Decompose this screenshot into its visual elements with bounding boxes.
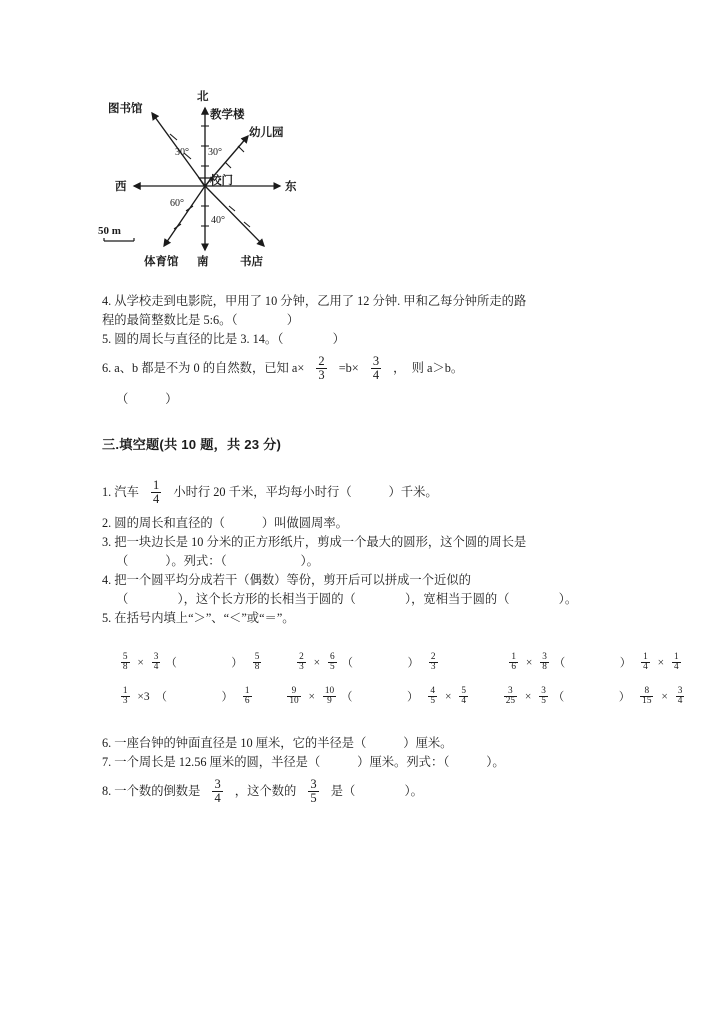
question-judge-4-line1: 4. 从学校走到电影院，甲用了 10 分钟，乙用了 12 分钟. 甲和乙每分钟所走的路: [102, 294, 527, 308]
comparison-item-1-2[interactable]: [295, 651, 439, 674]
frac-1-4: $\frac{1}{4}$: [643, 651, 648, 673]
question-judge-4: [102, 292, 627, 330]
fraction-3-over-5-q8: $\frac{3}{5}$: [310, 776, 317, 805]
fill-question-1: [102, 477, 627, 507]
frac-3-4: $\frac{3}{4}$: [153, 651, 159, 673]
fraction-3-over-4: $\frac{3}{4}$: [372, 354, 380, 382]
frac-1-6-b: $\frac{1}{6}$: [244, 685, 250, 707]
fill-question-8: [102, 776, 627, 806]
frac-3-5: $\frac{3}{5}$: [541, 685, 546, 707]
comparison-blank-2-3[interactable]: （ ）: [552, 691, 636, 704]
comparison-item-1-3[interactable]: [507, 651, 682, 674]
comparison-row-2: [102, 685, 683, 708]
question-judge-6: [102, 356, 627, 383]
scale-bar: [104, 238, 134, 241]
question-judge-6-text2: =b×: [338, 361, 359, 376]
frac-3-4-c: $\frac{3}{4}$: [677, 685, 683, 707]
frac-6-5: $\frac{6}{5}$: [330, 651, 335, 673]
question-judge-4-line2: 程的最简整数比是 5:6。（ ）: [102, 313, 300, 327]
direction-map-svg: [92, 78, 322, 268]
comparison-item-1-1[interactable]: [119, 651, 263, 674]
angle-40: 40°: [211, 215, 225, 226]
frac-5-4: $\frac{5}{4}$: [461, 685, 466, 707]
frac-10-9: $\frac{10}{9}$: [324, 685, 335, 707]
comparison-row-1: [102, 651, 679, 674]
fill-question-3-line1: 3. 把一块边长是 10 分米的正方形纸片，剪成一个最大的圆形，这个圆的周长是: [102, 534, 527, 549]
label-scale: 50 m: [98, 225, 121, 237]
multiply-sign: ×: [313, 657, 321, 670]
fill-question-6: 6. 一座台钟的钟面直径是 10 厘米，它的半径是（ ）厘米。: [102, 735, 453, 750]
angle-30-left: 30°: [175, 147, 189, 158]
fill-question-4-line1: 4. 把一个圆平均分成若干（偶数）等份，剪开后可以拼成一个近似的: [102, 572, 471, 587]
label-teaching-building: 教学楼: [210, 109, 245, 121]
worksheet-body: [102, 292, 683, 806]
label-west: 西: [115, 181, 127, 193]
multiply-sign: ×: [308, 691, 315, 704]
multiply-sign: ×: [525, 657, 533, 670]
fill-question-2: 2. 圆的周长和直径的（ ）叫做圆周率。: [102, 515, 348, 530]
fill-question-1-text1: 1. 汽车: [102, 484, 139, 499]
comparison-blank-2-1[interactable]: （ ）: [155, 691, 239, 704]
fill-question-8-text3: 是（ ）。: [330, 783, 423, 798]
section-3-heading: 三.填空题(共 10 题，共 23 分): [102, 436, 282, 452]
comparison-blank-1-2[interactable]: （ ）: [341, 657, 425, 670]
question-judge-6-answer-blank[interactable]: （ ）: [116, 391, 178, 406]
fill-question-7: 7. 一个周长是 12.56 厘米的圆，半径是（ ）厘米。列式：（ ）。: [102, 754, 505, 769]
frac-4-5: $\frac{4}{5}$: [430, 685, 436, 707]
label-gym: 体育馆: [144, 256, 179, 268]
comparison-item-2-3[interactable]: [502, 685, 687, 708]
question-judge-6-text3: ， 则 a＞b。: [393, 361, 464, 376]
frac-1-3: $\frac{1}{3}$: [122, 685, 128, 707]
fill-question-1-text2: 小时行 20 千米，平均每小时行（ ）千米。: [173, 484, 438, 499]
comparison-blank-2-2[interactable]: （ ）: [341, 691, 424, 704]
frac-1-6: $\frac{1}{6}$: [511, 651, 516, 673]
question-judge-5: 5. 圆的周长与直径的比是 3. 14。（ ）: [102, 332, 345, 346]
comparison-blank-1-3[interactable]: （ ）: [553, 657, 637, 670]
frac-3-25: $\frac{3}{25}$: [505, 685, 516, 707]
fill-question-5: 5. 在括号内填上“＞”、“＜”或“＝”。: [102, 610, 295, 625]
fill-question-8-text1: 8. 一个数的倒数是: [102, 783, 201, 798]
frac-1-4-b: $\frac{1}{4}$: [674, 651, 679, 673]
label-school-gate: 校门: [210, 175, 233, 187]
multiply-sign: ×: [524, 691, 532, 704]
fraction-2-over-3: $\frac{2}{3}$: [318, 354, 325, 382]
multiply-sign: ×: [444, 691, 452, 704]
fraction-1-over-4: $\frac{1}{4}$: [152, 477, 160, 506]
comparison-item-2-1[interactable]: [119, 685, 254, 708]
angle-60: 60°: [170, 198, 184, 209]
frac-2-3-b: $\frac{2}{3}$: [430, 651, 436, 673]
label-east: 东: [285, 181, 297, 193]
frac-5-8: $\frac{5}{8}$: [122, 651, 128, 673]
multiply-by-3: ×3: [137, 691, 150, 704]
fill-question-3: [102, 533, 627, 571]
label-library: 图书馆: [108, 103, 143, 115]
fill-question-4: [102, 571, 627, 609]
label-kindergarten: 幼儿园: [249, 127, 284, 139]
fill-question-8-text2: ，这个数的: [234, 783, 297, 798]
frac-9-10: $\frac{9}{10}$: [289, 685, 299, 707]
label-bookstore: 书店: [240, 256, 263, 268]
frac-2-3: $\frac{2}{3}$: [299, 651, 304, 673]
multiply-sign: ×: [137, 657, 144, 670]
comparison-blank-1-1[interactable]: （ ）: [165, 657, 248, 670]
frac-3-8: $\frac{3}{8}$: [542, 651, 547, 673]
gym-ray: [164, 186, 205, 246]
multiply-sign: ×: [657, 657, 665, 670]
fraction-3-over-4-q8: $\frac{3}{4}$: [214, 776, 221, 805]
multiply-sign: ×: [661, 691, 668, 704]
label-north: 北: [197, 91, 209, 103]
fill-question-4-line2: （ ），这个长方形的长相当于圆的（ ），宽相当于圆的（ ）。: [116, 591, 578, 606]
question-judge-6-text1: 6. a、b 都是不为 0 的自然数，已知 a×: [102, 361, 305, 376]
frac-5-8-b: $\frac{5}{8}$: [254, 651, 260, 673]
fill-question-3-line2: （ ）。列式：（ ）。: [116, 553, 319, 568]
label-south: 南: [197, 256, 209, 268]
frac-8-15: $\frac{8}{15}$: [642, 685, 652, 707]
direction-map-figure: [92, 78, 322, 268]
comparison-item-2-2[interactable]: [285, 685, 470, 708]
angle-30-right: 30°: [208, 147, 222, 158]
